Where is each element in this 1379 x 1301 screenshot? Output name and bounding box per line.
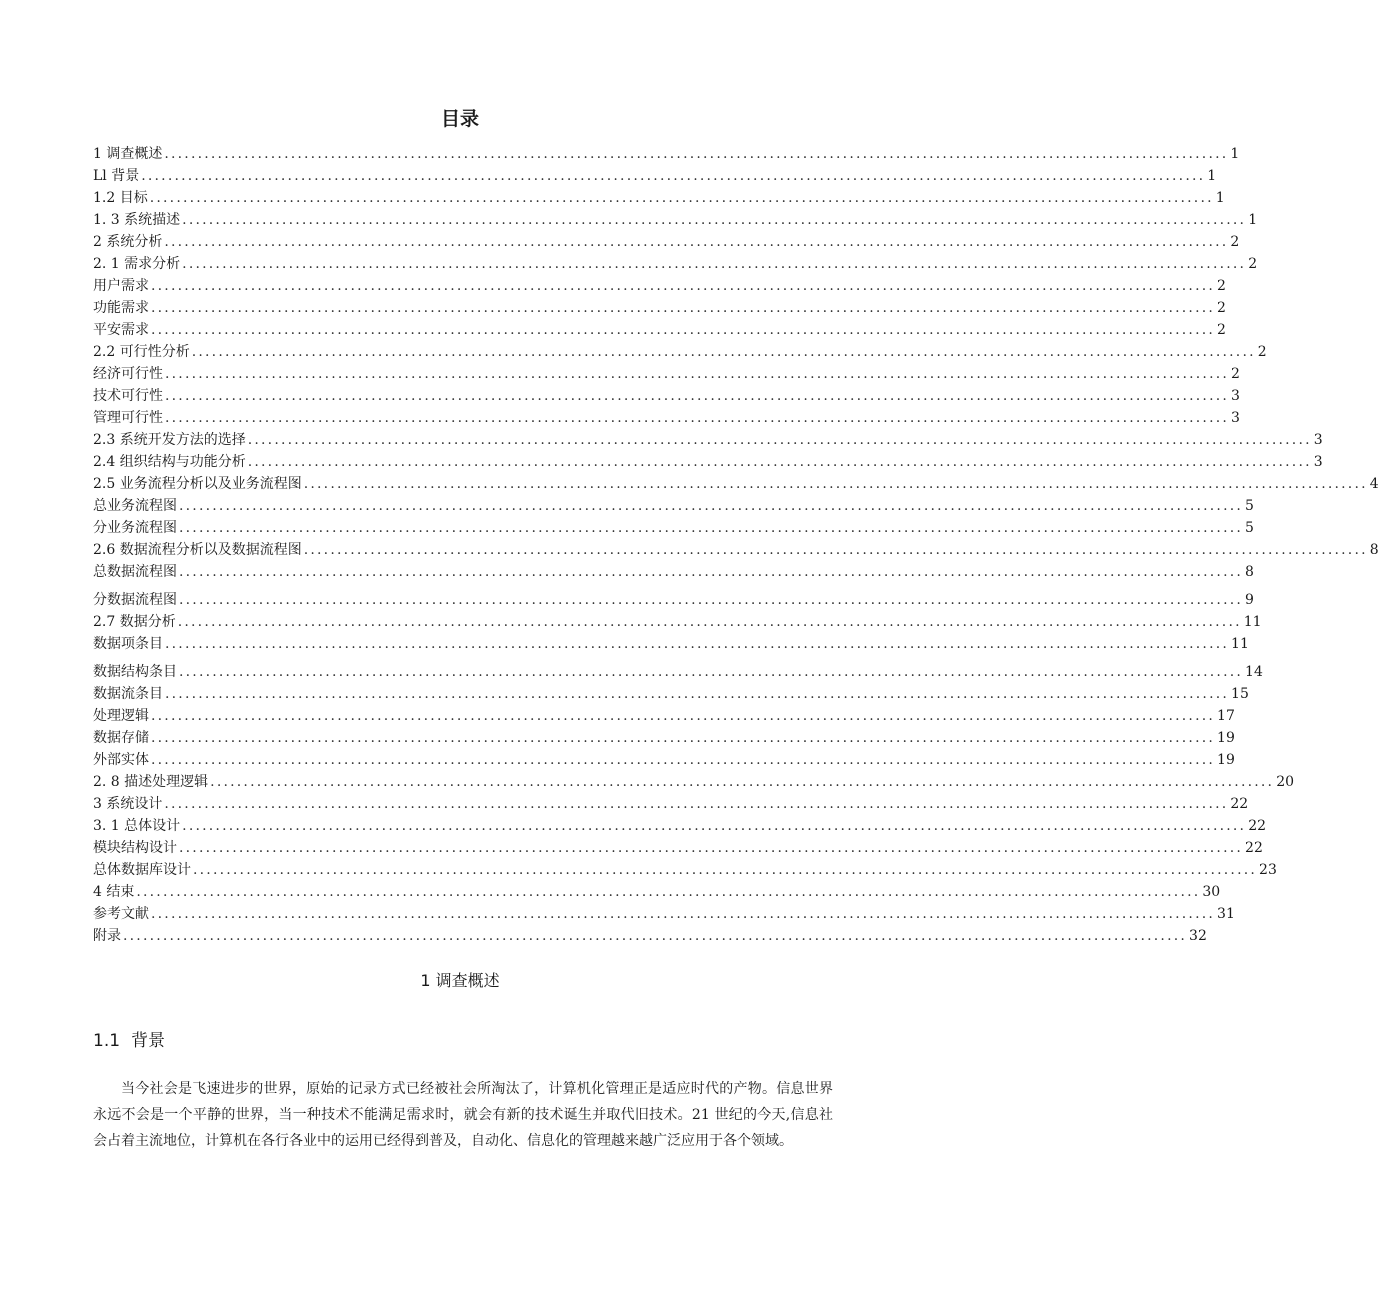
toc-entry-page: 22 — [1248, 818, 1267, 834]
toc-entry-page: 14 — [1245, 664, 1263, 680]
toc-entry[interactable] — [93, 187, 1225, 209]
toc-dot-leader: ................................................................................................................................................................ — [182, 256, 1247, 272]
toc-entry-page: 3 — [1313, 432, 1323, 448]
toc-entry-label: 用户需求 — [93, 278, 149, 294]
toc-entry-label: 1 调查概述 — [93, 146, 163, 162]
toc-dot-leader: ................................................................................................................................................................ — [164, 146, 1229, 162]
toc-dot-leader: ................................................................................................................................................................ — [165, 686, 1230, 702]
toc-entry-page: 1 — [1230, 146, 1240, 162]
toc-entry[interactable] — [93, 859, 1277, 881]
toc-entry-page: 2 — [1217, 322, 1226, 338]
toc-entry[interactable] — [93, 633, 1249, 655]
subsection-title: 背景 — [131, 1031, 165, 1051]
toc-entry-label: 平安需求 — [93, 322, 149, 338]
toc-entry-page: 22 — [1230, 796, 1249, 812]
toc-entry[interactable] — [93, 881, 1221, 903]
toc-entry-page: 1 — [1248, 212, 1258, 228]
section-title: 1 调查概述 — [420, 971, 500, 990]
toc-entry[interactable] — [93, 561, 1254, 583]
toc-entry-label: 数据项条目 — [93, 636, 163, 652]
toc-entry[interactable] — [93, 661, 1263, 683]
toc-dot-leader: ................................................................................................................................................................ — [165, 388, 1230, 404]
toc-dot-leader: ................................................................................................................................................................ — [141, 168, 1206, 184]
toc-entry-page: 3 — [1231, 410, 1240, 426]
toc-entry-label: Ll 背景 — [93, 168, 140, 184]
toc-entry[interactable] — [93, 539, 1379, 561]
toc-entry-label: 2.6 数据流程分析以及数据流程图 — [93, 542, 302, 558]
toc-entry-page: 31 — [1217, 906, 1235, 922]
toc-entry-label: 数据流条目 — [93, 686, 163, 702]
toc-entry-label: 外部实体 — [93, 752, 149, 768]
toc-dot-leader: ................................................................................................................................................................ — [182, 212, 1247, 228]
toc-dot-leader: ................................................................................................................................................................ — [164, 796, 1229, 812]
toc-entry-page: 32 — [1189, 928, 1207, 944]
toc-entry-label: 总体数据库设计 — [93, 862, 191, 878]
toc-entry-label: 2 系统分析 — [93, 234, 163, 250]
toc-entry-label: 2. 1 需求分析 — [93, 256, 181, 272]
body-paragraph: 当今社会是飞速进步的世界，原始的记录方式已经被社会所淘汰了，计算机化管理正是适应时代的产物。信息世界永远不会是一个平静的世界，当一种技术不能满足需求时，就会有新的技术诞生并取代旧技术。21 世纪的今天,信息社会占着主流地位，计算机在各行各业中的运用已经得到普及，自动化、信息化的管理越来越广泛应用于各个领域。 — [93, 1081, 833, 1149]
toc-entry-page: 11 — [1231, 636, 1249, 652]
toc-entry[interactable] — [93, 611, 1262, 633]
toc-entry-label: 数据结构条目 — [93, 664, 177, 680]
toc-dot-leader: ................................................................................................................................................................ — [179, 592, 1244, 608]
toc-entry[interactable] — [93, 209, 1258, 231]
subsection-heading — [93, 1026, 165, 1051]
toc-entry-page: 2 — [1231, 366, 1240, 382]
toc-entry[interactable] — [93, 451, 1323, 473]
toc-entry[interactable] — [93, 297, 1226, 319]
toc-entry-page: 8 — [1245, 564, 1254, 580]
toc-dot-leader: ................................................................................................................................................................ — [151, 278, 1216, 294]
toc-entry-label: 总业务流程图 — [93, 498, 177, 514]
toc-entry[interactable] — [93, 705, 1235, 727]
toc-entry-label: 2.5 业务流程分析以及业务流程图 — [93, 476, 302, 492]
toc-entry-label: 模块结构设计 — [93, 840, 177, 856]
toc-title: 目录 — [440, 108, 479, 130]
toc-entry[interactable] — [93, 231, 1240, 253]
toc-entry[interactable] — [93, 495, 1254, 517]
toc-entry-page: 17 — [1217, 708, 1235, 724]
toc-dot-leader: ................................................................................................................................................................ — [136, 884, 1201, 900]
toc-dot-leader: ................................................................................................................................................................ — [182, 818, 1247, 834]
toc-entry-label: 1. 3 系统描述 — [93, 212, 181, 228]
toc-entry-page: 3 — [1313, 454, 1323, 470]
toc-entry-page: 4 — [1369, 476, 1379, 492]
toc-entry-page: 1 — [1207, 168, 1217, 184]
toc-entry-page: 30 — [1202, 884, 1221, 900]
toc-dot-leader: ................................................................................................................................................................ — [165, 410, 1230, 426]
toc-entry-label: 技术可行性 — [93, 388, 163, 404]
toc-dot-leader: ................................................................................................................................................................ — [247, 432, 1312, 448]
toc-dot-leader: ................................................................................................................................................................ — [151, 322, 1216, 338]
toc-entry-label: 2.3 系统开发方法的选择 — [93, 432, 246, 448]
toc-dot-leader: ................................................................................................................................................................ — [123, 928, 1188, 944]
toc-entry-label: 附录 — [93, 928, 121, 944]
toc-entry-label: 经济可行性 — [93, 366, 163, 382]
toc-dot-leader: ................................................................................................................................................................ — [179, 564, 1244, 580]
toc-dot-leader: ................................................................................................................................................................ — [165, 366, 1230, 382]
toc-entry[interactable] — [93, 837, 1263, 859]
toc-dot-leader: ................................................................................................................................................................ — [165, 636, 1230, 652]
toc-entry[interactable] — [93, 517, 1254, 539]
toc-dot-leader: ................................................................................................................................................................ — [151, 752, 1216, 768]
toc-dot-leader: ................................................................................................................................................................ — [149, 190, 1214, 206]
toc-entry-label: 功能需求 — [93, 300, 149, 316]
toc-entry[interactable] — [93, 925, 1207, 947]
toc-entry-page: 9 — [1245, 592, 1254, 608]
toc-entry[interactable] — [93, 275, 1226, 297]
toc-entry-label: 数据存储 — [93, 730, 149, 746]
toc-entry-page: 5 — [1245, 520, 1254, 536]
toc-entry-page: 11 — [1243, 614, 1262, 630]
toc-entry-label: 2.2 可行性分析 — [93, 344, 190, 360]
toc-entry-page: 2 — [1217, 300, 1226, 316]
toc-entry-label: 2. 8 描述处理逻辑 — [93, 774, 209, 790]
toc-dot-leader: ................................................................................................................................................................ — [151, 708, 1216, 724]
toc-entry[interactable] — [93, 341, 1267, 363]
toc-entry[interactable] — [93, 319, 1226, 341]
toc-entry[interactable] — [93, 363, 1240, 385]
toc-entry[interactable] — [93, 473, 1379, 495]
toc-dot-leader: ................................................................................................................................................................ — [303, 476, 1368, 492]
toc-dot-leader: ................................................................................................................................................................ — [151, 730, 1216, 746]
toc-dot-leader: ................................................................................................................................................................ — [210, 774, 1275, 790]
toc-entry-label: 管理可行性 — [93, 410, 163, 426]
toc-entry-page: 22 — [1245, 840, 1263, 856]
toc-entry-page: 19 — [1217, 730, 1235, 746]
toc-entry[interactable] — [93, 815, 1267, 837]
toc-dot-leader: ................................................................................................................................................................ — [303, 542, 1368, 558]
toc-entry-label: 4 结束 — [93, 884, 135, 900]
toc-entry-page: 19 — [1217, 752, 1235, 768]
toc-entry-label: 参考文献 — [93, 906, 149, 922]
toc-entry[interactable] — [93, 143, 1240, 165]
toc-dot-leader: ................................................................................................................................................................ — [193, 862, 1258, 878]
toc-entry[interactable] — [93, 253, 1258, 275]
toc-entry-page: 23 — [1259, 862, 1277, 878]
toc-entry-page: 2 — [1230, 234, 1240, 250]
toc-entry-page: 2 — [1217, 278, 1226, 294]
subsection-number: 1.1 — [93, 1031, 121, 1051]
toc-entry-label: 处理逻辑 — [93, 708, 149, 724]
toc-entry[interactable] — [93, 407, 1240, 429]
toc-dot-leader: ................................................................................................................................................................ — [164, 234, 1229, 250]
toc-entry[interactable] — [93, 771, 1295, 793]
toc-dot-leader: ................................................................................................................................................................ — [191, 344, 1256, 360]
toc-entry-page: 5 — [1245, 498, 1254, 514]
toc-entry-page: 20 — [1276, 774, 1295, 790]
toc-entry-label: 分数据流程图 — [93, 592, 177, 608]
toc-entry-label: 2.7 数据分析 — [93, 614, 176, 630]
toc-entry-label: 分业务流程图 — [93, 520, 177, 536]
toc-entry-page: 15 — [1231, 686, 1249, 702]
toc-entry[interactable] — [93, 589, 1254, 611]
toc-entry-label: 2.4 组织结构与功能分析 — [93, 454, 246, 470]
toc-entry-page: 3 — [1231, 388, 1240, 404]
toc-entry-label: 1.2 目标 — [93, 190, 148, 206]
toc-entry[interactable] — [93, 429, 1323, 451]
toc-entry-label: 3 系统设计 — [93, 796, 163, 812]
toc-dot-leader: ................................................................................................................................................................ — [179, 498, 1244, 514]
toc-dot-leader: ................................................................................................................................................................ — [151, 906, 1216, 922]
toc-entry-page: 2 — [1248, 256, 1258, 272]
toc-entry-label: 3. 1 总体设计 — [93, 818, 181, 834]
toc-dot-leader: ................................................................................................................................................................ — [179, 840, 1244, 856]
toc-entry[interactable] — [93, 793, 1249, 815]
toc-dot-leader: ................................................................................................................................................................ — [177, 614, 1242, 630]
toc-entry[interactable] — [93, 749, 1235, 771]
toc-entry[interactable] — [93, 165, 1217, 187]
toc-entry-page: 8 — [1369, 542, 1379, 558]
toc-entry[interactable] — [93, 385, 1240, 407]
toc-dot-leader: ................................................................................................................................................................ — [179, 520, 1244, 536]
toc-entry[interactable] — [93, 683, 1249, 705]
toc-entry-page: 2 — [1257, 344, 1267, 360]
toc-entry[interactable] — [93, 903, 1235, 925]
toc-dot-leader: ................................................................................................................................................................ — [151, 300, 1216, 316]
toc-dot-leader: ................................................................................................................................................................ — [247, 454, 1312, 470]
toc-dot-leader: ................................................................................................................................................................ — [179, 664, 1244, 680]
toc-entry-label: 总数据流程图 — [93, 564, 177, 580]
toc-entry[interactable] — [93, 727, 1235, 749]
toc-entry-page: 1 — [1215, 190, 1225, 206]
